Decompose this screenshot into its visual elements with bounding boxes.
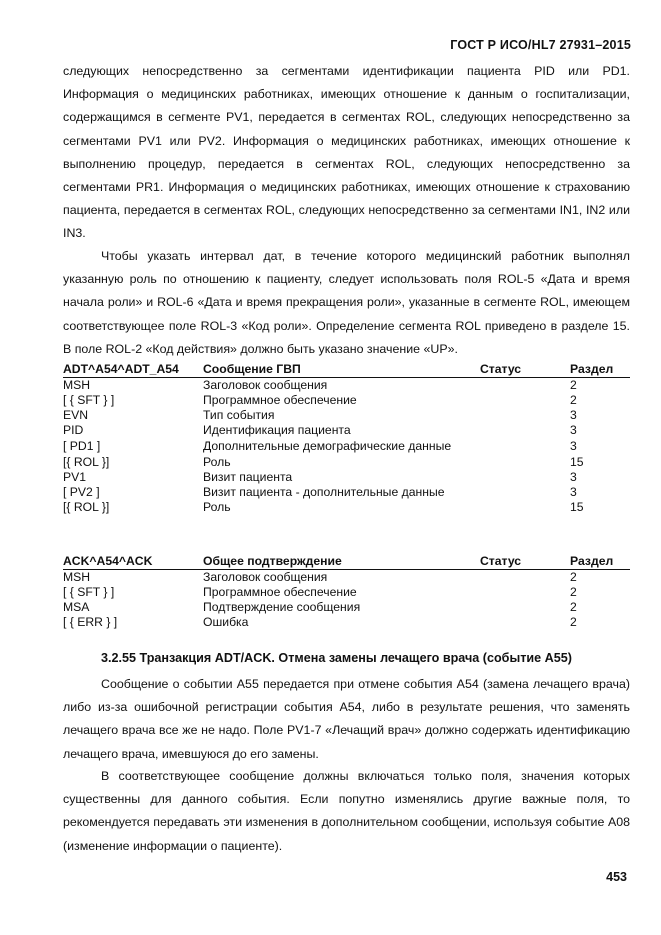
segment-code: [ PD1 ] [63,439,101,453]
paragraph-date-interval: Чтобы указать интервал дат, в течение которого медицинский работник выполнял указанную роль по отношению к пациенту, следует использовать поля ROL-5 «Дата и время начала роли» и ROL-6 «Дата и время прекращения роли», указанные в сегменте ROL, имеющем соответствующее поле ROL-3 «Код роли». Определение сегмента ROL приведено в разделе 15. В поле ROL-2 «Код действия» должно быть указано значение «UP». [63,249,630,356]
col-status: Статус [480,362,570,378]
segment-section: 3 [570,439,577,453]
segment-code: [{ ROL }] [63,500,110,514]
paragraph-event-a55: Сообщение о событии A55 передается при отмене события A54 (замена лечащего врача) либо из-за ошибочной регистрации события A54, либо в результате решения, что заменять лечащего врача все же не надо. Поле PV1-7 «Лечащий врач» должно содержать идентификацию лечащего врача, имевшуюся до его замены. [63,677,630,761]
col-message-type: ADT^A54^ADT_A54 [63,362,203,378]
segment-status [480,393,570,408]
segment-code: [ { SFT } ] [63,585,115,599]
segment-description: Заголовок сообщения [203,378,328,392]
col-section: Раздел [570,554,630,570]
col-description: Общее подтверждение [203,554,480,570]
segment-code: [{ ROL }] [63,455,110,469]
table-row [63,455,630,470]
segment-status [480,438,570,455]
page-number: 453 [606,870,627,884]
table-row [63,378,630,394]
table-row [63,393,630,408]
segment-section: 2 [570,393,577,407]
segment-status [480,585,570,600]
table-row [63,485,630,500]
paragraph-continuation: следующих непосредственно за сегментами идентификации пациента PID или PD1. Информация о медицинских работниках, имеющих отношение к данным о госпитализации, содержащимся в сегменте PV1, передается в сегментах ROL, следующих непосредственно за сегментами PV1 или PV2. Информация о медицинских работниках, имеющих отношение к выполнению процедур, передается в сегментах ROL, следующих непосредственно за сегментами PR1. Информация о медицинских работниках, имеющих отношение к страхованию пациента, передается в сегментах ROL, следующих непосредственно за сегментами IN1, IN2 или IN3. [63,64,630,241]
document-header: ГОСТ Р ИСО/HL7 27931–2015 [450,38,631,52]
segment-description: Роль [203,455,231,469]
segment-code: MSH [63,570,91,584]
segment-section: 2 [570,600,577,614]
segment-description: Идентификация пациента [203,423,351,437]
segment-section: 15 [570,500,584,514]
segment-description: Визит пациента - дополнительные данные [203,485,445,499]
segment-status [480,423,570,438]
table-row [63,423,630,438]
segment-code: MSA [63,600,90,614]
segment-status [480,570,570,586]
segment-code: PID [63,423,84,437]
segment-section: 2 [570,585,577,599]
col-status: Статус [480,554,570,570]
section-heading: 3.2.55 Транзакция ADT/ACK. Отмена замены лечащего врача (событие A55) [101,651,572,665]
table-row [63,570,630,586]
segment-description: Заголовок сообщения [203,570,328,584]
segment-description: Подтверждение сообщения [203,600,361,614]
segment-description: Программное обеспечение [203,585,357,599]
table-row [63,600,630,615]
table-header-row [63,554,630,570]
segment-code: EVN [63,408,89,422]
segment-status [480,378,570,394]
segment-section: 3 [570,423,577,437]
table-row [63,615,630,630]
segment-code: [ { ERR } ] [63,615,118,629]
table-row [63,408,630,423]
segment-description: Программное обеспечение [203,393,357,407]
segment-section: 3 [570,408,577,422]
table-row [63,438,630,455]
segment-section: 2 [570,615,577,629]
segment-section: 3 [570,485,577,499]
segment-code: MSH [63,378,91,392]
paragraph-fields: В соответствующее сообщение должны включаться только поля, значения которых существенны для данного события. Если попутно изменялись другие важные поля, то рекомендуется передавать эти изменения в дополнительном сообщении, используя событие A08 (изменение информации о пациенте). [63,769,630,853]
segment-section: 3 [570,470,577,484]
segment-code: [ PV2 ] [63,485,100,499]
segment-status [480,470,570,485]
message-table-ack-a54 [63,554,630,630]
col-message-type: ACK^A54^ACK [63,554,203,570]
table-row [63,585,630,600]
segment-status [480,500,570,515]
segment-status [480,485,570,500]
segment-description: Роль [203,500,231,514]
segment-status [480,408,570,423]
segment-description: Дополнительные демографические данные [203,439,452,453]
table-row [63,500,630,515]
col-section: Раздел [570,362,630,378]
segment-section: 15 [570,455,584,469]
segment-code: PV1 [63,470,87,484]
col-description: Сообщение ГВП [203,362,480,378]
message-table-adt-a54 [63,362,630,515]
segment-status [480,615,570,630]
segment-section: 2 [570,570,577,584]
segment-description: Тип события [203,408,275,422]
segment-section: 2 [570,378,577,392]
segment-code: [ { SFT } ] [63,393,115,407]
segment-description: Визит пациента [203,470,293,484]
table-header-row [63,362,630,378]
segment-status [480,455,570,470]
segment-description: Ошибка [203,615,249,629]
segment-status [480,600,570,615]
table-row [63,470,630,485]
